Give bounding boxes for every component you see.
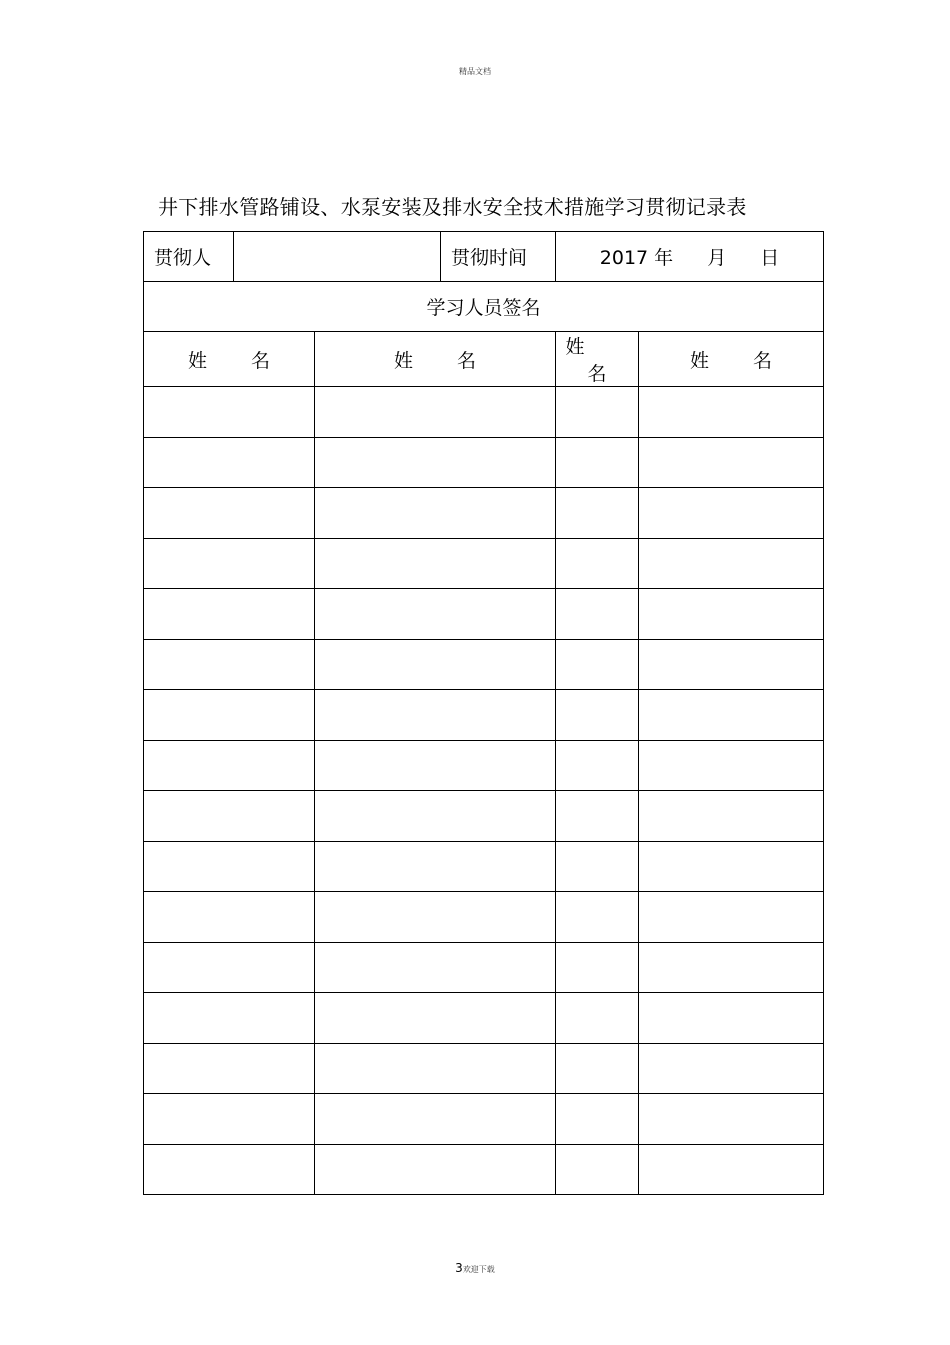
section-title: 学习人员签名 [144,282,824,332]
signature-cell[interactable] [315,841,556,892]
signature-row [144,589,824,640]
signature-row [144,1094,824,1145]
signature-cell[interactable] [556,589,639,640]
signature-cell[interactable] [315,690,556,741]
signature-cell[interactable] [144,993,315,1044]
name-header-second: 名 [587,363,607,385]
name-header-cell [556,332,639,387]
footer-text: 欢迎下载 [462,1265,495,1274]
signature-cell[interactable] [144,1094,315,1145]
date-month: 月 [707,247,727,269]
implementer-value-field[interactable] [234,232,441,282]
name-header-first: 姓 [689,349,709,372]
signature-cell[interactable] [144,1043,315,1094]
signature-cell[interactable] [556,1094,639,1145]
signature-cell[interactable] [144,488,315,539]
signature-cell[interactable] [556,387,639,438]
signature-cell[interactable] [556,690,639,741]
signature-cell[interactable] [144,892,315,943]
signature-row [144,1043,824,1094]
signature-cell[interactable] [639,942,824,993]
signature-cell[interactable] [556,892,639,943]
signature-row [144,791,824,842]
signature-cell[interactable] [315,993,556,1044]
signature-cell[interactable] [315,437,556,488]
signature-cell[interactable] [639,690,824,741]
page-footer [0,1261,950,1275]
signature-cell[interactable] [639,841,824,892]
signature-cell[interactable] [639,538,824,589]
date-year: 2017 年 [599,247,674,269]
signature-cell[interactable] [639,1094,824,1145]
signature-cell[interactable] [144,740,315,791]
signature-row [144,892,824,943]
record-table [143,231,824,1195]
signature-row [144,690,824,741]
signature-row [144,437,824,488]
signature-cell[interactable] [556,942,639,993]
signature-cell[interactable] [556,437,639,488]
name-header-first: 姓 [565,336,585,358]
signature-cell[interactable] [144,791,315,842]
signature-cell[interactable] [639,892,824,943]
date-day: 日 [760,247,780,269]
signature-cell[interactable] [315,538,556,589]
signature-cell[interactable] [315,589,556,640]
signature-cell[interactable] [315,942,556,993]
signature-cell[interactable] [556,1043,639,1094]
header-note: 精品文档 [459,67,491,76]
signature-cell[interactable] [556,1144,639,1195]
signature-cell[interactable] [315,387,556,438]
signature-row [144,488,824,539]
time-label: 贯彻时间 [441,232,556,282]
signature-cell[interactable] [639,437,824,488]
signature-cell[interactable] [639,993,824,1044]
signature-cell[interactable] [556,791,639,842]
name-header-cell [639,332,824,387]
signature-row [144,993,824,1044]
signature-cell[interactable] [315,1094,556,1145]
signature-cell[interactable] [315,740,556,791]
name-header-cell [144,332,315,387]
signature-cell[interactable] [315,488,556,539]
signature-cell[interactable] [315,639,556,690]
name-header-cell [315,332,556,387]
signature-cell[interactable] [144,942,315,993]
signature-row [144,538,824,589]
signature-row [144,639,824,690]
signature-cell[interactable] [556,488,639,539]
signature-cell[interactable] [639,1144,824,1195]
signature-row [144,740,824,791]
signature-cell[interactable] [639,791,824,842]
signature-row [144,942,824,993]
signature-cell[interactable] [144,387,315,438]
signature-cell[interactable] [144,639,315,690]
signature-cell[interactable] [144,437,315,488]
name-header-second: 名 [457,349,477,372]
info-row [144,232,824,282]
signature-cell[interactable] [556,538,639,589]
name-header-second: 名 [753,349,773,372]
date-field[interactable] [556,232,824,282]
signature-cell[interactable] [556,993,639,1044]
document-title: 井下排水管路铺设、水泵安装及排水安全技术措施学习贯彻记录表 [158,195,747,219]
signature-row [144,841,824,892]
signature-cell[interactable] [556,740,639,791]
signature-cell[interactable] [144,841,315,892]
signature-cell[interactable] [639,1043,824,1094]
signature-cell[interactable] [144,538,315,589]
signature-cell[interactable] [639,740,824,791]
signature-row [144,1144,824,1195]
signature-row [144,387,824,438]
name-header-first: 姓 [187,349,207,372]
signature-cell[interactable] [315,791,556,842]
implementer-label: 贯彻人 [144,232,234,282]
signature-cell[interactable] [556,639,639,690]
signature-cell[interactable] [144,1144,315,1195]
signature-cell[interactable] [639,488,824,539]
signature-cell[interactable] [144,589,315,640]
signature-cell[interactable] [639,387,824,438]
signature-cell[interactable] [315,1144,556,1195]
page-number: 3 [455,1261,463,1275]
signature-cell[interactable] [315,1043,556,1094]
signature-cell[interactable] [144,690,315,741]
name-header-row [144,332,824,387]
signature-cell[interactable] [315,892,556,943]
name-header-second: 名 [251,349,271,372]
signature-cell[interactable] [639,589,824,640]
name-header-first: 姓 [393,349,413,372]
section-row [144,282,824,332]
signature-cell[interactable] [556,841,639,892]
signature-cell[interactable] [639,639,824,690]
